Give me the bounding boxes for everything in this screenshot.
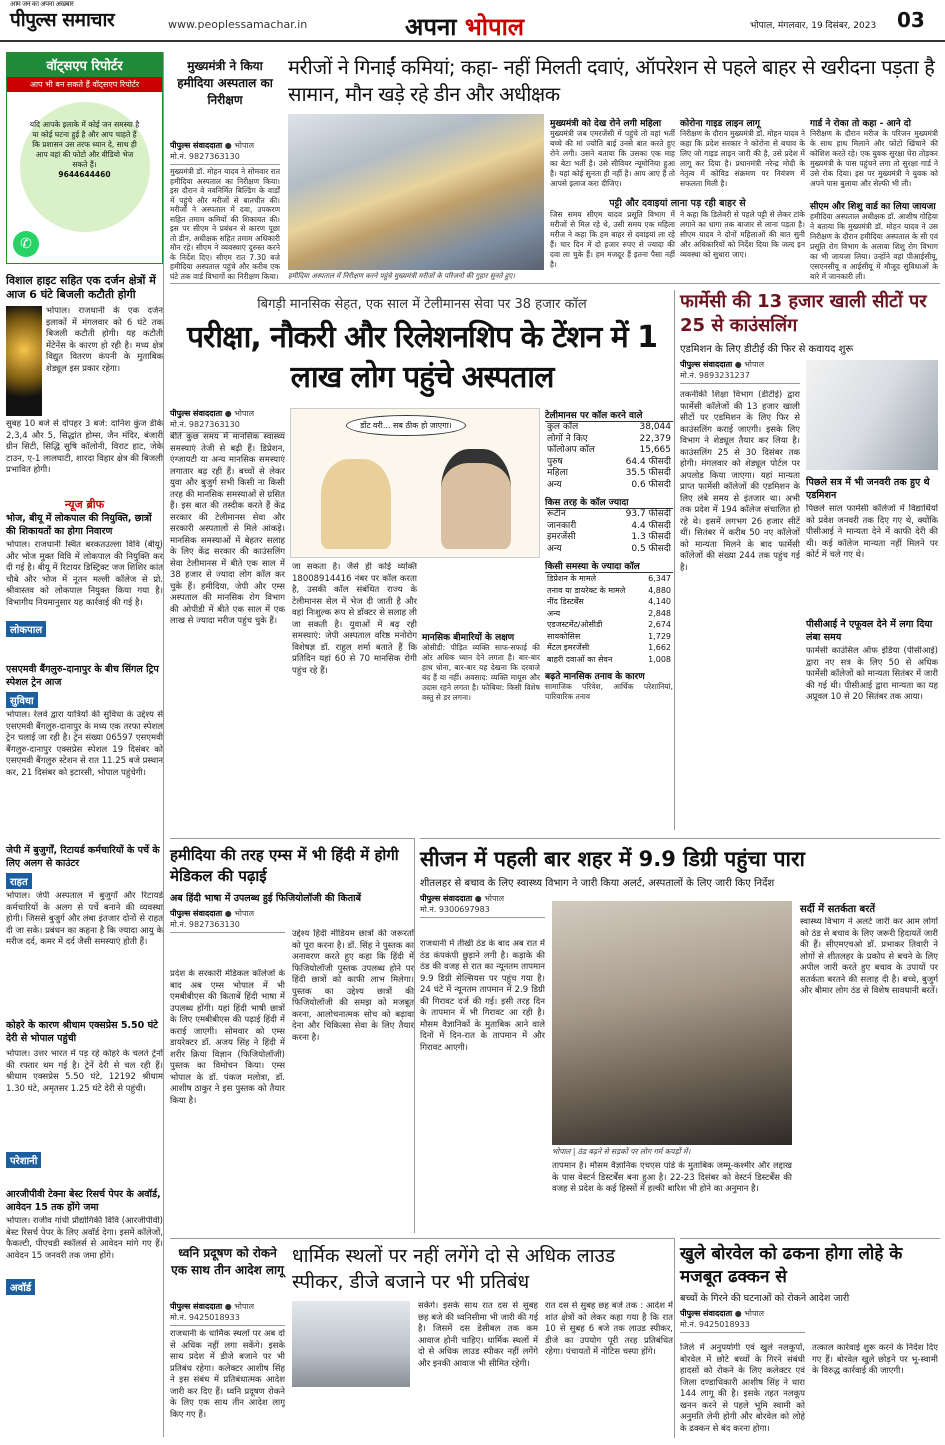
- stats-label: तनाव या डायरेक्ट के मामले: [547, 585, 626, 595]
- news-body: भोपाल। राजीव गांधी प्रौद्योगिकी विवि (आरजीपीवी) बेस्ट रिसर्च पेपर के लिए अवॉर्ड देगा। इसमें कॉलेजों, फैकल्टी, पीएचडी स्कॉलर्स से आवेदन मांगे गए हैं। आवेदन 15 जनवरी तक जमा होंगे।: [6, 1216, 163, 1261]
- whatsapp-bubble: यदि आपके इलाके में कोई जन समस्या है या कोई घटना हुई है और आप चाहते हैं कि प्रशासन उस तरफ ध्यान दे, साथ ही आप वहां की फोटो और वीडियो भेज सकते हैं। 9644644460: [20, 102, 150, 232]
- section-title: अपना भोपाल: [405, 12, 525, 41]
- mental-kicker: बिगड़ी मानसिक सेहत, एक साल में टेलीमानस सेवा पर 38 हजार कॉल: [257, 297, 587, 312]
- stats-value: 4,140: [648, 597, 671, 606]
- category-tag: राहत: [6, 873, 32, 889]
- pharmacy-story: [680, 290, 940, 830]
- lead-photo-caption: हमीदिया अस्पताल में निरीक्षण करने पहुंचे मुख्यमंत्री मरीजों के परिजनों की गुहार सुनते हुए।: [288, 272, 515, 280]
- news-headline: एसएमवी बैंगलुरु-दानापुर के बीच सिंगल ट्रिप स्पेशल ट्रेन आज: [6, 664, 159, 688]
- stats-value: 4,880: [648, 585, 671, 595]
- stats-row: [545, 445, 673, 457]
- noise-body: राजधानी के धार्मिक स्थलों पर अब दो से अधिक नहीं लगा सकेंगे। इसके साथ प्रदेश में डीजे बजाने पर भी प्रतिबंध रहेगा। कलेक्टर आशीष सिंह ने इस संबंध में प्रतिबंधात्मक आदेश जारी कर दिए हैं। ध्वनि प्रदूषण रोकने के लिए एक साथ तीन आदेश लागू किए गए हैं।: [170, 1329, 285, 1420]
- stats-value: 2,674: [648, 620, 671, 629]
- lead-headline: मरीजों ने गिनाईं कमियां; कहा- नहीं मिलती दवाएं, ऑपरेशन से पहले बाहर से खरीदना पड़ता है सामान, मौन खड़े रहे डीन और अधीक्षक: [288, 55, 935, 106]
- stats-label: अन्य: [547, 608, 561, 618]
- news-body: भोपाल। उत्तर भारत में पड़ रहे कोहरे के चलते ट्रेनों की रफ्तार थम गई है। ट्रेनें देरी से चल रही हैं। श्रीधाम एक्सप्रेस 5.50 घंटे, 12192 श्रीधाम 1.30 घंटे, अमृतसर 1.25 घंटे देरी से पहुंची।: [6, 1049, 163, 1094]
- stats-value: 64.4 फीसदी: [625, 456, 671, 467]
- stats-label: डिप्रेशन के मामले: [547, 574, 597, 583]
- cold-side-body: स्वास्थ्य विभाग ने अलर्ट जारी कर आम लोगों को ठंड से बचाव के लिए जरूरी हिदायतें जारी की हैं। सीएमएचओ डॉ. प्रभाकर तिवारी ने लोगों से शीतलहर के प्रकोप से बचने के लिए अपील जारी करते हुए बचाव के उपायों पर सतर्कता बरतने की सलाह दी है। बच्चे, बुजुर्ग और बीमार लोग ठंड से विशेष सावधानी बरतें।: [800, 917, 938, 996]
- stats-value: 0.6 फीसदी: [631, 479, 671, 490]
- byline: पीपुल्स संवाददाता ● भोपाल मो.नं. 9893231237: [680, 359, 800, 384]
- pharmacy-side-body: फार्मेसी काउंसिल ऑफ इंडिया (पीसीआई) द्वारा नए सत्र के लिए 50 से अधिक फार्मेसी कॉलेजों को मान्यता सितंबर में जारी की गई थी। पीसीआई द्वारा मान्यता का यह अप्रूवल 10 से 20 सितंबर तक आया।: [806, 646, 938, 702]
- lead-story: [170, 52, 940, 284]
- subheadline: पट्टी और दवाइयां लाना पड़ रही बाहर से: [609, 198, 746, 209]
- cold-deck: शीतलहर से बचाव के लिए स्वास्थ्य विभाग ने जारी किया अलर्ट, अस्पतालों के लिए जारी किए निर्देश: [420, 878, 775, 889]
- subheadline: गार्ड ने रोका तो कहा - आने दो: [810, 119, 911, 129]
- mental-headline: परीक्षा, नौकरी और रिलेशनशिप के टेंशन में 1 लाख लोग पहुंचे अस्पताल: [187, 320, 657, 395]
- lead-body: हमीदिया अस्पताल अधीक्षक डॉ. आशीष गोहिया ने बताया कि मुख्यमंत्री डॉ. मोहन यादव ने उस निरीक्षण के दौरान हमीदिया अस्पताल के सी एवं प्रसूति रोग विभाग के अलावा शिशु रोग विभाग का भी जायजा लिया। उन्होंने वहां पीआईसीयू, एसएनसीयू व आईसीयू में मौजूद सुविधाओं के बारे में जानकारी ली।: [810, 212, 938, 281]
- masthead: [0, 0, 945, 42]
- whatsapp-subtitle: आप भी बन सकते हैं वॉट्सएप रिपोर्टर: [7, 77, 162, 92]
- stats-label: मेंटल इमरजेंसी: [547, 643, 590, 652]
- aiims-deck: अब हिंदी भाषा में उपलब्ध हुई फिजियोलॉजी की किताबें: [170, 893, 361, 904]
- cartoon-illustration: [290, 408, 540, 558]
- lead-body: जिस समय सीएम यादव प्रसूति विभाग में मरीजों से मिल रहे थे, उसी समय एक महिला मरीज ने कहा कि हम बाहर से दवाइयां ला रहे हैं। चार दिन में दो हजार रुपए से ज्यादा की दवा ला चुके हैं। हम मजदूर हैं इतना पैसा नहीं है।: [550, 210, 675, 269]
- news-headline: आरजीपीवी टेक्ना बेस्ट रिसर्च पेपर के अवॉर्ड, आवेदन 15 तक होंगे जमा: [6, 1189, 161, 1213]
- stats-row: [545, 631, 673, 643]
- stats-value: 0.5 फीसदी: [631, 543, 671, 554]
- lead-body: मुख्यमंत्री जब एमरजेंसी में पहुंचे तो वहां भर्ती बच्चे की मां ज्योति बाई उनसे बात करते हुए रोने लगी। उसने बताया कि उसका एक माह का बेटा भर्ती है। उसे सीवियर न्यूमोनिया हुआ है। यहां कोई सुनता ही नहीं है। आप आए हैं तो आपसे इलाज करा दीजिए।: [550, 129, 675, 188]
- stats-table-calls: [545, 422, 673, 491]
- category-tag: लोकपाल: [6, 621, 46, 637]
- news-headline: जेपी में बुजुर्गों, रिटायर्ड कर्मचारियों के पर्चे के लिए अलग से काउंटर: [6, 845, 160, 869]
- news-headline: भोज, बीयू में लोकपाल की नियुक्ति, छात्रों की शिकायतों का होगा निवारण: [6, 513, 152, 537]
- byline: पीपुल्स संवाददाता ● भोपाल मो.नं. 9425018933: [680, 1308, 805, 1333]
- stats-title: किसी समस्या के ज्यादा कॉल: [545, 559, 673, 573]
- lead-body: निरीक्षण के दौरान मुख्यमंत्री डॉ. मोहन यादव ने कहा कि प्रदेश सरकार ने कोरोना से बचाव के लिए जो गाइड लाइन जारी की है, उसे प्रदेश में लागू कर दिया है। प्रधानमंत्री नरेन्द्र मोदी के नेतृत्व में कोविड संक्रमण पर नियंत्रण में सफलता मिली है।: [680, 129, 805, 188]
- byline: पीपुल्स संवाददाता ● भोपाल मो.नं. 9300697983: [420, 893, 545, 918]
- sidebar: [6, 52, 164, 1437]
- stats-value: 22,379: [639, 433, 671, 444]
- whatsapp-reporter-box: [6, 52, 163, 264]
- subheadline: मुख्यमंत्री को देख रोने लगी महिला: [550, 119, 662, 129]
- noise-kicker: ध्वनि प्रदूषण को रोकने एक साथ तीन आदेश लागू: [171, 1246, 284, 1277]
- mental-body: जा सकता है। जैसे ही कोई व्यक्ति 18008914416 नंबर पर कॉल करता है, उसकी कॉल संबंधित राज्य के टेलीमानस सेल में भेज दी जाती है और वहां निःशुल्क रूप से डॉक्टर से सलाह ली जा सकती है। युवाओं में बढ़ रही समस्याएं: जेपी अस्पताल वरिष्ठ मनोरोग विशेषज्ञ डॉ. राहुल शर्मा बताते हैं कि प्रतिदिन यहां 60 से 70 मानसिक रोगी पहुंच रहे हैं।: [292, 562, 417, 676]
- page-number: 03: [897, 8, 925, 32]
- stats-row: [545, 654, 673, 666]
- category-tag: परेशानी: [6, 1152, 41, 1168]
- aiims-story: [170, 838, 415, 1233]
- cold-weather-photo: [552, 901, 792, 1145]
- whatsapp-number[interactable]: 9644644460: [58, 170, 111, 179]
- stats-row: [545, 434, 673, 446]
- whatsapp-title: वॉट्सएप रिपोर्टर: [7, 53, 162, 77]
- pharmacist-photo: [806, 360, 938, 470]
- category-tag: सुविधा: [6, 692, 38, 708]
- stats-panel: [545, 408, 673, 702]
- byline: पीपुल्स संवाददाता ● भोपाल मो.नं. 9827363130: [170, 140, 280, 165]
- stats-label: अन्य: [547, 479, 562, 490]
- stats-label: कुल कॉल: [547, 422, 579, 432]
- stats-row: [545, 422, 673, 434]
- category-tag: अवॉर्ड: [6, 1279, 35, 1295]
- cold-story: [420, 838, 940, 1233]
- stats-row: [545, 642, 673, 654]
- stats-value: 1,008: [648, 654, 671, 664]
- causes-body: सामाजिक परिवेश, आर्थिक परेशानियां, पारिवारिक तनाव: [545, 682, 673, 701]
- stats-value: 93.7 फीसदी: [625, 509, 671, 519]
- stats-label: बाहरी दवाओं का सेवन: [547, 654, 613, 664]
- stats-label: अन्य: [547, 543, 562, 554]
- stats-label: रूटीन: [547, 509, 566, 519]
- aiims-body: उद्देश्य हिंदी मीडियम छात्रों की जरूरतों को पूरा करना है। डॉ. सिंह ने पुस्तक का अनावरण करते हुए कहा कि हिंदी में फिजियोलॉजी पुस्तक उपलब्ध होने पर हिंदी छात्रों को काफी लाभ मिलेगा। पुस्तक का उद्देश्य छात्रों की फिजियोलॉजी की समझ को मजबूत करना, आलोचनात्मक सोच को बढ़ावा देना और चिकित्सा सेवा के लिए तैयार करना है।: [292, 929, 414, 1043]
- stats-row: [545, 521, 673, 533]
- stats-row: [545, 457, 673, 469]
- news-brief-label: न्यूज ब्रीफ: [64, 498, 105, 511]
- stats-table-types: [545, 509, 673, 555]
- stats-label: महिला: [547, 468, 568, 478]
- stats-label: नींद डिस्टर्बेंस: [547, 597, 584, 606]
- borewell-headline: खुले बोरवेल को ढकना होगा लोहे के मजबूत ढक्कन से: [680, 1244, 903, 1287]
- stats-value: 6,347: [648, 574, 671, 583]
- news-body: भोपाल। रेलवे द्वारा यात्रियों की सुविधा के उद्देश्य से एसएमवी बैंगलुरु-दानापुर के मध्य एक तरफा स्पेशल ट्रेन चलाई जा रही है। ट्रेन संख्या 06597 एसएमवी बैंगलुरु-दानापुर एक्सप्रेस स्पेशल 19 दिसंबर को एसएमवी बैंगलुरु स्टेशन से रात 11.25 बजे प्रस्थान कर, 21 दिसंबर को इटारसी, भोपाल पहुंचेगी।: [6, 710, 163, 778]
- borewell-deck: बच्चों के गिरने की घटनाओं को रोकने आदेश जारी: [680, 1293, 850, 1304]
- cold-headline: सीजन में पहली बार शहर में 9.9 डिग्री पहुंचा पारा: [420, 847, 805, 871]
- byline: पीपुल्स संवाददाता ● भोपाल मो.नं. 9827363130: [170, 408, 285, 433]
- loudspeaker-photo: [292, 1301, 410, 1387]
- subheadline: सर्दी में सतर्कता बरतें: [800, 904, 876, 915]
- stats-value: 4.4 फीसदी: [631, 520, 671, 531]
- mental-body: बीते कुछ समय में मानसिक स्वास्थ्य समस्याएं तेजी से बढ़ी हैं। डिप्रेशन, एंग्जायटी या अन्य मानसिक समस्याएं लगातार बढ़ रही हैं। बच्चों से लेकर युवा और बुजुर्ग सभी किसी ना किसी तरह की मानसिक समस्याओं से ग्रसित हैं। इस बात की तस्दीक करते हैं केंद्र सरकार की टेलीमानस सेवा और सरकारी अस्पतालों से मिले आंकड़े। मानसिक समस्याओं में बेहतर सलाह के लिए केंद्र सरकार की काउंसलिंग सेवा टेलीमानस में बीते एक साल में 38 हजार से ज्यादा लोग कॉल कर चुके हैं। हमीदिया, जेपी और एम्स अस्पताल की मानसिक रोग विभाग की ओपीडी में बीते एक साल में एक लाख से ज्यादा मरीज पहुंच चुके हैं।: [170, 432, 285, 626]
- stats-row: [545, 596, 673, 608]
- stats-value: 1,729: [648, 631, 671, 641]
- website-url[interactable]: www.peoplessamachar.in: [168, 18, 308, 31]
- subheadline: पीसीआई ने एफूवल देने में लगा दिया लंबा समय: [806, 619, 933, 643]
- noise-body: रात दस से सुबह छह बजे तक : आदेश में शांत क्षेत्रों को लेकर कहा गया है कि रात 10 से सुबह 6 बजे तक लाउड स्पीकर, डीजे का उपयोग पूरी तरह प्रतिबंधित रहेगा। पंचायतों में नोटिस चस्पा होंगे।: [545, 1301, 673, 1357]
- stats-row: [545, 608, 673, 620]
- lead-photo: [288, 114, 544, 270]
- borewell-story: [680, 1238, 940, 1438]
- byline: पीपुल्स संवाददाता ● भोपाल मो.नं. 9827363130: [170, 908, 285, 933]
- bulb-icon: [6, 306, 42, 416]
- stats-value: 1,662: [648, 643, 671, 652]
- stats-value: 2,848: [648, 608, 671, 618]
- borewell-body: तत्काल कार्रवाई शुरू करने के निर्देश दिए गए हैं। बोरवेल खुले छोड़ने पर भू-स्वामी के विरुद्ध कार्रवाई की जाएगी।: [812, 1343, 938, 1376]
- stats-row: [545, 468, 673, 480]
- stats-label: एडजस्टमेंट/ओसीडी: [547, 620, 603, 629]
- stats-label: फॉलोअप कॉल: [547, 445, 595, 455]
- stats-row: [545, 480, 673, 492]
- byline: पीपुल्स संवाददाता ● भोपाल मो.नं. 9425018933: [170, 1301, 285, 1326]
- stats-table-problems: [545, 573, 673, 665]
- box-body: ओसीडी: पीड़ित व्यक्ति साफ-सफाई की ओर अधिक ध्यान देने लगता है। बार-बार हाथ धोना, बार-बार यह देखना कि दरवाजे बंद हैं या नहीं। अवसाद: व्यक्ति मायूस और उदास रहने लगता है। फोबिया: किसी विशेष वस्तु से डर लगना।: [422, 643, 540, 702]
- cold-body: तापमान है। मौसम वैज्ञानिक एचएस पांडे के मुताबिक जम्मू-कश्मीर और लद्दाख के पास वेस्टर्न डिस्टर्बेंस बना हुआ है। 22-23 दिसंबर को वेस्टर्न डिस्टर्बेंस की वजह से प्रदेश के कई हिस्सों में हल्की बारिश भी होने का अनुमान है।: [552, 1161, 792, 1194]
- stats-value: 38,044: [639, 422, 671, 432]
- noise-body: सकेंगे। इसके साथ रात दस से सुबह छह बजे की ध्वनिसीमा भी जारी की गई है। जिसमें दस डेसीबल तक कम आवाज होनी चाहिए। धार्मिक स्थलों में दो से अधिक लाउड स्पीकर नहीं लगेंगे और इनकी आवाज भी सीमित रहेगी।: [418, 1301, 538, 1369]
- stats-row: [545, 585, 673, 597]
- causes-title: बढ़ते मानसिक तनाव के कारण: [545, 672, 645, 682]
- pharmacy-deck: एडमिशन के लिए डीटीई की फिर से कवायद शुरू: [680, 344, 854, 355]
- news-body: भोपाल। राजधानी के एक दर्जन इलाकों में मंगलवार को 6 घंटे तक बिजली कटौती होगी। यह कटौती मेंटेनेंस के कारण हो रही है। मध्य क्षेत्र विद्युत वितरण कंपनी के मुताबिक शेड्यूल इस प्रकार रहेगा।: [46, 306, 163, 374]
- whatsapp-icon: ✆: [13, 231, 39, 257]
- stats-title: टेलीमानस पर कॉल करने वाले: [545, 408, 673, 422]
- news-headline: कोहरे के कारण श्रीधाम एक्सप्रेस 5.50 घंटे देरी से भोपाल पहुंची: [6, 1020, 158, 1044]
- stats-row: [545, 544, 673, 556]
- subheadline: कोरोना गाइड लाइन लागू: [680, 119, 760, 129]
- stats-label: जानकारी: [547, 520, 577, 531]
- dateline: भोपाल, मंगलवार, 19 दिसंबर, 2023: [750, 21, 877, 31]
- symptoms-box: [422, 630, 540, 826]
- aiims-body: प्रदेश के सरकारी मेडिकल कॉलेजों के बाद अब एम्स भोपाल में भी एमबीबीएस की किताबें हिंदी भाषा में उपलब्ध होंगी। यहां हिंदी भाषी छात्रों के लिए एमबीबीएस की पढ़ाई हिंदी में कराई जाएगी। सोमवार को एम्स डायरेक्टर डॉ. अजय सिंह ने हिंदी में शरीर क्रिया विज्ञान (फिजियोलॉजी) पुस्तक का विमोचन किया। एम्स भोपाल के डॉ. पंकज मलोत्रा, डॉ. आशीष ठाकुर ने इस पुस्तक को तैयार किया है।: [170, 969, 285, 1106]
- stats-value: 1.3 फीसदी: [631, 532, 671, 542]
- stats-title: किस तरह के कॉल ज्यादा: [545, 495, 673, 509]
- stats-label: लोगों ने किए: [547, 433, 588, 444]
- cold-body: राजधानी में तीखी ठंड के बाद अब रात में ठंड कंपकंपी छुड़ाने लगी है। कड़ाके की ठंड की वजह से रात का न्यूनतम तापमान 9.9 डिग्री सेल्सियस पर पहुंच गया है। 24 घंटे में न्यूनतम तापमान में 2.9 डिग्री की गिरावट दर्ज की गई। इसी तरह दिन के तापमान में भी गिरावट आ रही है। मौसम वैज्ञानिकों के मुताबिक आने वाले दिनों में दिन-रात के तापमान में और गिरावट आएगी।: [420, 939, 545, 1053]
- borewell-body: जिले में अनुपयोगी एवं खुले नलकूपों, बोरवेल में छोटे बच्चों के गिरने संबंधी हादसों को रोकने के लिए कलेक्टर एवं जिला दण्डाधिकारी आशीष सिंह ने धारा 144 लागू की है। इसके तहत नलकूप खनन करने से पहले भूमि स्वामी को अनुमति लेनी होगी और बोरवेल को लोहे के ढक्कन से बंद करना होगा।: [680, 1343, 805, 1434]
- stats-label: इमरजेंसी: [547, 532, 576, 542]
- stats-value: 35.5 फीसदी: [625, 468, 671, 478]
- pharmacy-body: तकनीकी शिक्षा विभाग (डीटीई) द्वारा फार्मेसी कॉलेजों की 13 हजार खाली सीटों पर एडमिशन के लिए फिर से काउंसलिंग कराई जाएगी। इसके लिए विभाग ने शेड्यूल तैयार कर लिया है। काउंसलिंग 25 से 30 दिसंबर तक होगी। मंगलवार को शेड्यूल पोर्टल पर अपलोड किया जाएगा। यहां मान्यता प्राप्त फार्मेसी कॉलेजों की एडमिशन के लिए लंबे समय से इंतजार था। अभी तक प्रदेश में 194 कॉलेज संचालित हो रहे थे। इसमें लगभग 26 हजार सीटें थीं। सितंबर में करीब 50 नए कॉलेजों को मान्यता मिलने के बाद फार्मेसी कॉलेजों की संख्या 244 तक पहुंच गई है।: [680, 390, 800, 573]
- news-body: भोपाल। जेपी अस्पताल में बुजुर्गों और रिटायर्ड कर्मचारियों के अलग से पर्चे बनाने की व्यवस्था होगी। जिससे बुजुर्ग और लंबा इंतजार दोनों से राहत दी जा सके। प्रबंधन का कहना है कि ज्यादा आयु के मरीज दर्द, कमर में दर्द जैसी समस्याएं होती हैं।: [6, 891, 163, 947]
- news-headline: विशाल हाइट सहित एक दर्जन क्षेत्रों में आज 6 घंटे बिजली कटौती होगी: [6, 274, 156, 301]
- aiims-headline: हमीदिया की तरह एम्स में भी हिंदी में होगी मेडिकल की पढ़ाई: [170, 846, 399, 885]
- lead-kicker: मुख्यमंत्री ने किया हमीदिया अस्पताल का निरीक्षण: [177, 59, 273, 107]
- stats-row: [545, 619, 673, 631]
- lead-body: ने कहा कि डिलेवरी से पहले पट्टी से लेकर टांके लगाने का धागा तक बाजार से लाना पड़ता है। सीएम यादव ने दोनों महिलाओं की बात सुनी और अधिकारियों को निर्देश दिया कि जल्द इन व्यवस्था को सुधारा जाए।: [680, 210, 805, 259]
- speech-bubble: डोंट वरी... सब ठीक हो जाएगा।: [346, 415, 466, 436]
- box-title: मानसिक बीमारियों के लक्षण: [422, 633, 515, 643]
- subheadline: सीएम और शिशु वार्ड का लिया जायजा: [810, 202, 936, 212]
- lead-body: मुख्यमंत्री डॉ. मोहन यादव ने सोमवार रात हमीदिया अस्पताल का निरीक्षण किया। इस दौरान वे नवनिर्मित बिल्डिंग के वार्डों में पहुंचे और मरीजों से बातचीत की। मरीजों ने अस्पताल में दवा, उपकरण सहित तमाम कमियों की शिकायत की। इस पर सीएम ने प्रबंधन से कारण पूछा तो डीन, अधीक्षक सहित तमाम अधिकारी मौन रहे। सीएम ने व्यवस्थाएं दुरुस्त करने के निर्देश दिए। सीएम रात 7.30 बजे हमीदिया अस्पताल पहुंचे और करीब एक घंटे तक वार्ड विभागों का निरीक्षण किया।: [170, 167, 280, 281]
- stats-label: सायकोसिस: [547, 631, 581, 641]
- cold-photo-caption: भोपाल | ठंड बढ़ने से सड़कों पर लोग गर्म कपड़ों में।: [552, 1147, 691, 1156]
- mental-health-story: [170, 290, 675, 830]
- stats-row: [545, 509, 673, 521]
- newspaper-logo: आम जन का अपना अखबार पीपुल्स समाचार: [10, 0, 115, 31]
- stats-row: [545, 532, 673, 544]
- news-body: सुबह 10 बजे से दोपहर 3 बजे: दानिश कुंज डीके 2,3,4 और 5, सिद्धांत होम्स, जैन मंदिर, बंजारी ग्रीन सिटी, सिद्धि सुषि कॉलोनी, विराट हाट, जेके टाउन, ए-1 लालघाटी, शारदा विहार क्षेत्र की बिजली प्रभावित होगी।: [6, 419, 163, 475]
- noise-story: [170, 1238, 675, 1438]
- stats-label: पुरुष: [547, 456, 563, 467]
- news-body: भोपाल। राजधानी स्थित बरकतउल्ला विवि (बीयू) और भोज मुक्त विवि में लोकपाल की नियुक्ति कर दी गई है। बीयू में रिटायर डिस्ट्रिक्ट जज शिशिर कांत चौबे और भोज में नूतन मल्ली कॉलेज से प्रो. श्रीवास्तव को लोकपाल नियुक्त किया गया है। विभागीय नियमानुसार यह कार्रवाई की गई है।: [6, 540, 163, 608]
- lead-body: निरीक्षण के दौरान मरीज के परिजन मुख्यमंत्री के साथ हाथ मिलाने और फोटो खिंचाने की कोशिश करते रहे। एक युवक सुरक्षा घेरा तोड़कर मुख्यमंत्री के पास पहुंचने लगा तो सुरक्षा गार्ड ने उसे रोक दिया। इस पर मुख्यमंत्री ने युवक को अपने पास बुलाया और सेल्फी भी ली।: [810, 129, 938, 188]
- noise-headline: धार्मिक स्थलों पर नहीं लगेंगे दो से अधिक लाउड स्पीकर, डीजे बजाने पर भी प्रतिबंध: [292, 1245, 616, 1293]
- stats-value: 15,665: [639, 445, 671, 455]
- pharmacy-headline: फार्मेसी की 13 हजार खाली सीटों पर 25 से काउंसलिंग: [680, 291, 927, 336]
- pharmacy-side-body: पिछले साल फार्मेसी कॉलेजों में विद्यार्थियों को प्रवेश जनवरी तक दिए गए थे, क्योंकि पीसीआई ने मान्यता देने में काफी देरी की थी। कई कॉलेज मान्यता नहीं मिलने पर कोर्ट में चले गए थे।: [806, 504, 938, 560]
- stats-row: [545, 573, 673, 585]
- subheadline: पिछले सत्र में भी जनवरी तक हुए थे एडमिशन: [806, 477, 930, 501]
